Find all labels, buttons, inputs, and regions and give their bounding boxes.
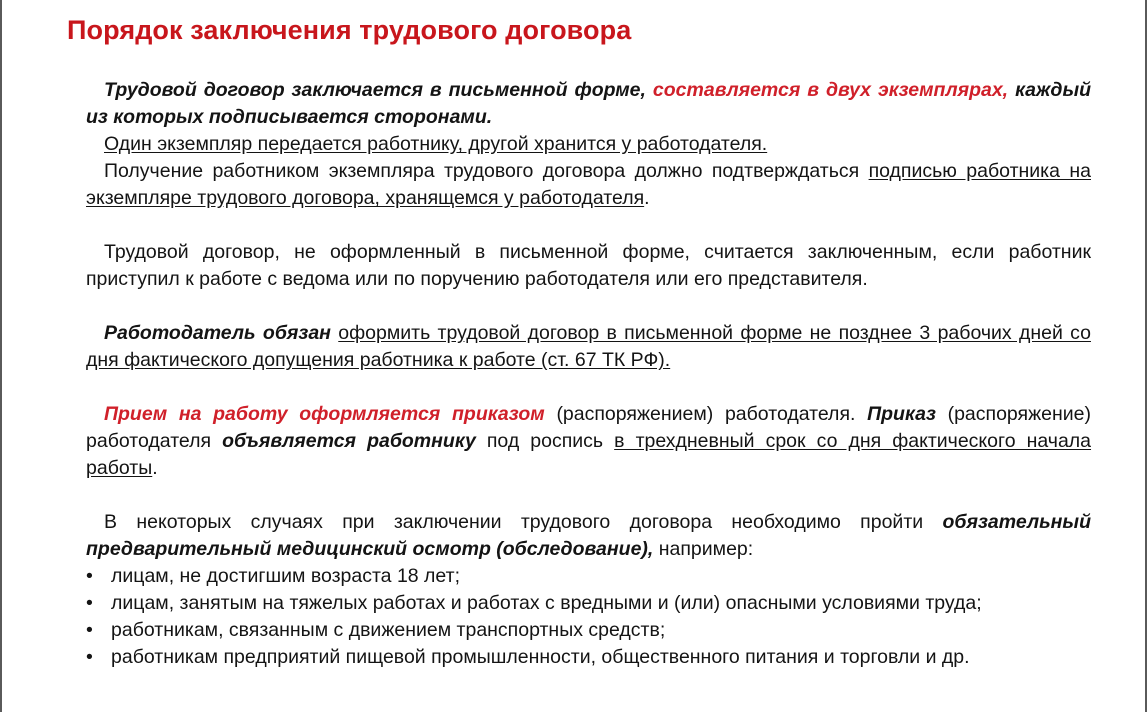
- signature-requirement-text: подписью работника на экземпляре трудового договора, хранящемся у работодателя: [86, 160, 1091, 209]
- list-item-text: лицам, занятым на тяжелых работах и работах с вредными и (или) опасными условиями труда;: [111, 592, 982, 614]
- bullet-icon: •: [86, 619, 93, 641]
- spacer: [86, 293, 1091, 320]
- slide-title: Порядок заключения трудового договора: [67, 15, 632, 45]
- bullet-icon: •: [86, 592, 93, 614]
- list-item: [86, 563, 1091, 590]
- slide-body: [86, 77, 1091, 671]
- order-text: (распоряжением) работодателя.: [556, 403, 856, 425]
- order-employer-text: (распоряжение) работодателя: [86, 403, 1092, 452]
- bullet-icon: •: [86, 646, 93, 668]
- paragraph-employer-obligation: [86, 320, 1091, 374]
- actual-admission-text: Трудовой договор, не оформленный в письменной форме, считается заключенным, если работник приступил к работе с ведома или по поручению работодателя или его представителя.: [86, 241, 1091, 290]
- paragraph-hiring-order: [86, 401, 1091, 482]
- paragraph-copy-distribution: [86, 131, 1091, 158]
- list-item: [86, 644, 1091, 671]
- medical-intro-text: В некоторых случаях при заключении трудового договора необходимо пройти: [104, 511, 924, 533]
- announced-to-employee-text: объявляется работнику: [222, 430, 476, 452]
- list-item: [86, 617, 1091, 644]
- list-item-text: работникам предприятий пищевой промышленности, общественного питания и торговли и др.: [111, 646, 970, 668]
- slide-border-left: [0, 0, 2, 712]
- list-item-text: лицам, не достигшим возраста 18 лет;: [111, 565, 460, 587]
- copy-distribution-text: Один экземпляр передается работнику, другой хранится у работодателя.: [104, 133, 768, 155]
- three-day-term-text: в трехдневный срок со дня фактического начала работы: [86, 430, 1092, 479]
- for-example-text: например:: [658, 538, 754, 560]
- two-copies-highlight: составляется в двух экземплярах,: [652, 79, 1009, 101]
- under-signature-text: под роспись: [486, 430, 604, 452]
- bullet-icon: •: [86, 565, 93, 587]
- receipt-period: .: [644, 187, 650, 209]
- hiring-order-highlight: Прием на работу оформляется приказом: [104, 403, 545, 425]
- list-item: [86, 590, 1091, 617]
- three-days-deadline-text: оформить трудовой договор в письменной форме не позднее 3 рабочих дней со дня фактического допущения работника к работе (ст. 67 ТК РФ).: [86, 322, 1091, 371]
- order-label: Приказ: [867, 403, 936, 425]
- order-period: .: [152, 457, 158, 479]
- employer-obliged-text: Работодатель обязан: [104, 322, 331, 344]
- paragraph-receipt-confirmation: [86, 158, 1091, 212]
- signed-by-parties-text: каждый из которых подписывается сторонами.: [86, 79, 1092, 128]
- written-form-text: Трудовой договор заключается в письменной форме,: [104, 79, 646, 101]
- paragraph-written-form: [86, 77, 1091, 131]
- spacer: [86, 212, 1091, 239]
- receipt-text: Получение работником экземпляра трудового договора должно подтверждаться: [104, 160, 860, 182]
- list-item-text: работникам, связанным с движением транспортных средств;: [111, 619, 666, 641]
- paragraph-medical-exam: [86, 509, 1091, 563]
- spacer: [86, 374, 1091, 401]
- paragraph-actual-admission: [86, 239, 1091, 293]
- spacer: [86, 482, 1091, 509]
- mandatory-medical-exam-text: обязательный предварительный медицинский осмотр (обследование),: [86, 511, 1091, 560]
